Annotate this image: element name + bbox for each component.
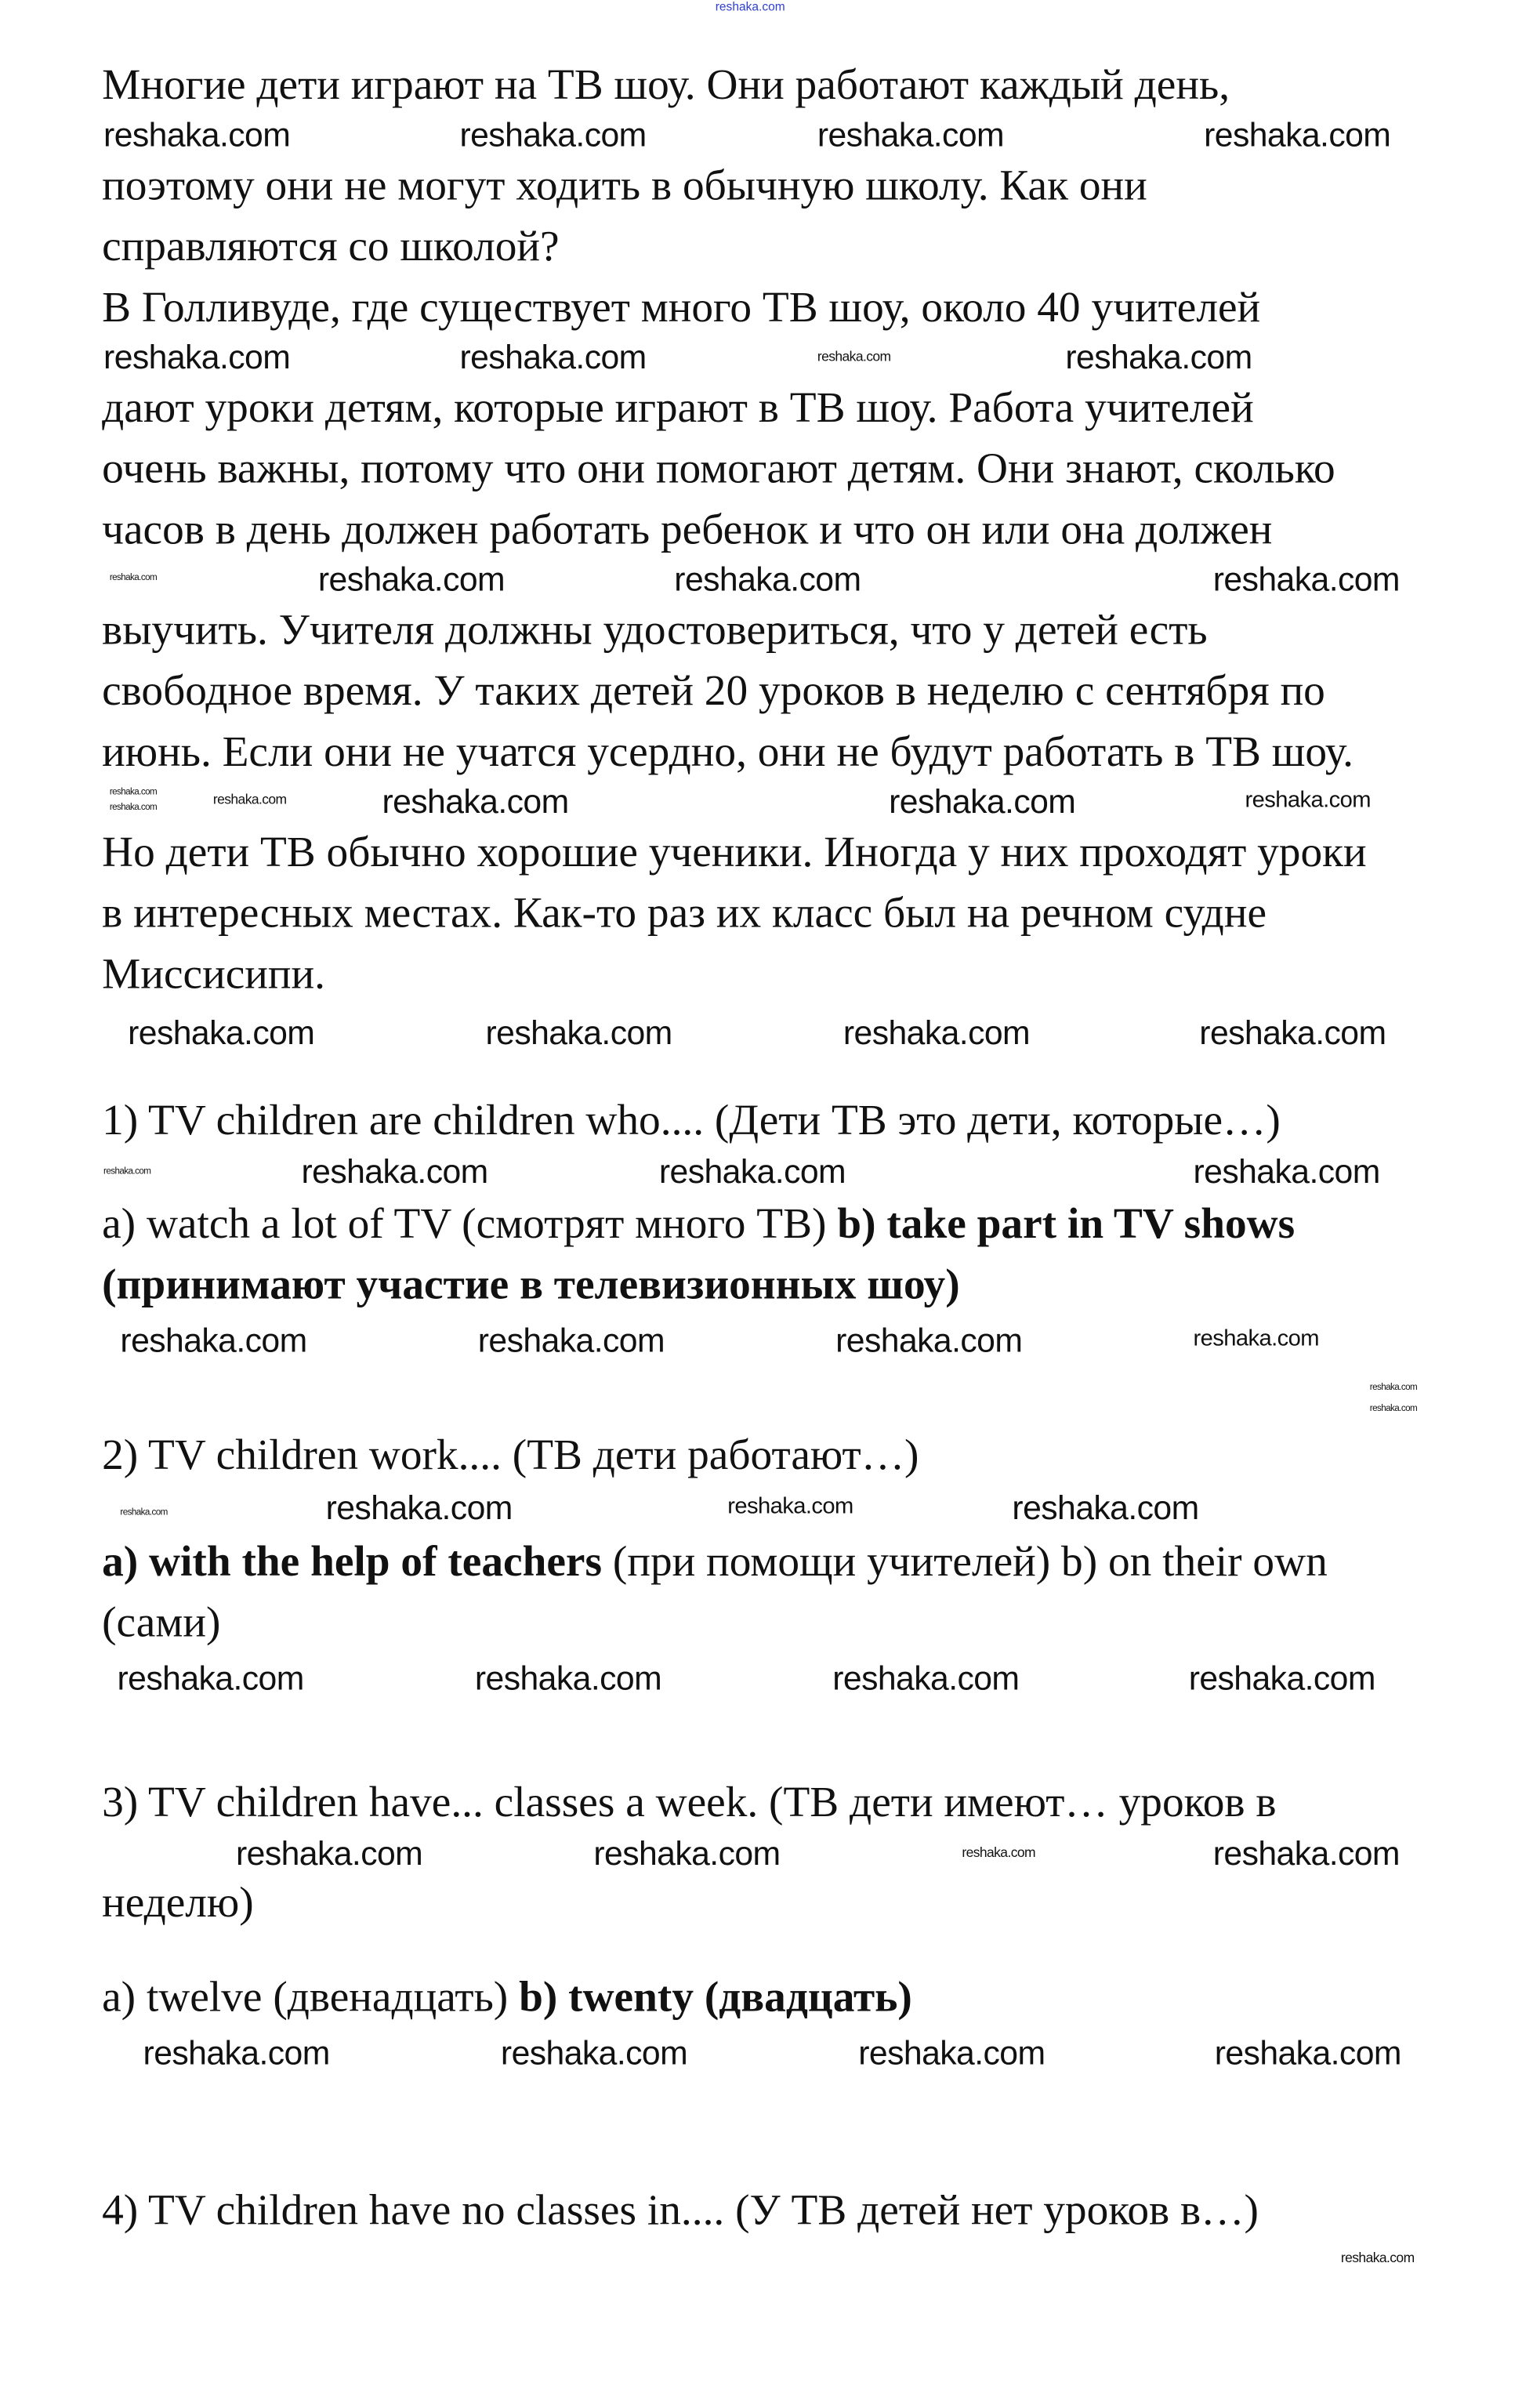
- watermark: reshaka.com: [459, 115, 647, 154]
- passage-line: часов в день должен работать ребенок и что он или она должен: [102, 506, 1273, 554]
- watermark: reshaka.com: [477, 1321, 665, 1360]
- option-a: a) twelve (двенадцать): [102, 1974, 520, 2022]
- watermark: reshaka.com: [1369, 1384, 1418, 1393]
- watermark: reshaka.com: [1212, 560, 1400, 599]
- option-b-correct: b) twenty (двадцать): [519, 1974, 912, 2022]
- passage-line: справляются со школой?: [102, 223, 560, 271]
- header-watermark: reshaka.com: [715, 0, 785, 14]
- option-a: a) watch a lot of TV (смотрят много ТВ): [102, 1201, 838, 1249]
- watermark: reshaka.com: [593, 1834, 781, 1873]
- watermark: reshaka.com: [103, 1167, 151, 1177]
- watermark: reshaka.com: [500, 2033, 688, 2073]
- watermark: reshaka.com: [1212, 1834, 1400, 1873]
- passage-line: Но дети ТВ обычно хорошие ученики. Иногда у них проходят уроки: [102, 829, 1367, 877]
- watermark: reshaka.com: [674, 560, 861, 599]
- question-2: 2) TV children work.... (ТВ дети работают…): [102, 1432, 919, 1480]
- watermark: reshaka.com: [889, 782, 1076, 821]
- option-b-translation: (принимают участие в телевизионных шоу): [102, 1261, 960, 1310]
- answer-options-3: [102, 1973, 912, 2023]
- watermark: reshaka.com: [103, 338, 291, 376]
- passage-line: дают уроки детям, которые играют в ТВ шоу. Работа учителей: [102, 385, 1254, 433]
- watermark: reshaka.com: [109, 803, 158, 814]
- watermark: reshaka.com: [1193, 1152, 1380, 1191]
- watermark: reshaka.com: [1245, 787, 1371, 814]
- watermark: reshaka.com: [317, 560, 506, 599]
- watermark: reshaka.com: [474, 1659, 662, 1698]
- option-rest: (при помощи учителей) b) on their own: [602, 1539, 1328, 1587]
- watermark: reshaka.com: [128, 1014, 315, 1052]
- passage-line: очень важны, потому что они помогают детям. Они знают, сколько: [102, 446, 1335, 494]
- watermark: reshaka.com: [1199, 1014, 1386, 1052]
- watermark: reshaka.com: [236, 1834, 423, 1873]
- passage-line: В Голливуде, где существует много ТВ шоу, около 40 учителей: [102, 285, 1261, 332]
- watermark: reshaka.com: [485, 1014, 672, 1052]
- watermark: reshaka.com: [109, 788, 158, 798]
- option-b-translation: (сами): [102, 1600, 221, 1648]
- watermark: reshaka.com: [858, 2033, 1045, 2073]
- watermark: reshaka.com: [103, 115, 291, 154]
- watermark: reshaka.com: [212, 791, 287, 807]
- passage-line: свободное время. У таких детей 20 уроков в неделю с сентября по: [102, 668, 1325, 716]
- watermark: reshaka.com: [120, 1508, 168, 1518]
- question-3: 3) TV children have... classes a week. (ТВ дети имеют… уроков в: [102, 1779, 1277, 1827]
- passage-line: поэтому они не могут ходить в обычную школу. Как они: [102, 162, 1147, 210]
- watermark: reshaka.com: [817, 348, 891, 364]
- watermark: reshaka.com: [382, 782, 569, 821]
- watermark: reshaka.com: [1193, 1325, 1319, 1352]
- watermark: reshaka.com: [301, 1152, 488, 1191]
- watermark: reshaka.com: [459, 338, 647, 376]
- watermark: reshaka.com: [120, 1321, 307, 1360]
- watermark: reshaka.com: [1065, 338, 1252, 376]
- watermark: reshaka.com: [1012, 1489, 1199, 1527]
- watermark: reshaka.com: [962, 1844, 1036, 1861]
- passage-line: Многие дети играют на ТВ шоу. Они работают каждый день,: [102, 62, 1230, 110]
- passage-line: Миссисипи.: [102, 951, 325, 999]
- watermark: reshaka.com: [658, 1152, 846, 1191]
- watermark: reshaka.com: [325, 1489, 513, 1527]
- watermark: reshaka.com: [1204, 115, 1391, 154]
- watermark: reshaka.com: [817, 115, 1005, 154]
- passage-line: в интересных местах. Как-то раз их класс был на речном судне: [102, 890, 1267, 938]
- watermark: reshaka.com: [143, 2033, 330, 2073]
- passage-line: июнь. Если они не учатся усердно, они не будут работать в ТВ шоу.: [102, 729, 1353, 777]
- option-b-correct: b) take part in TV shows: [837, 1201, 1296, 1249]
- watermark: reshaka.com: [117, 1659, 304, 1698]
- watermark: reshaka.com: [1340, 2250, 1415, 2265]
- watermark: reshaka.com: [835, 1321, 1023, 1360]
- watermark: reshaka.com: [109, 574, 158, 583]
- question-3-cont: неделю): [102, 1880, 254, 1927]
- question-4: 4) TV children have no classes in.... (У ТВ детей нет уроков в…): [102, 2187, 1259, 2235]
- watermark: reshaka.com: [1188, 1659, 1375, 1698]
- watermark: reshaka.com: [727, 1493, 853, 1520]
- watermark: reshaka.com: [1214, 2033, 1401, 2073]
- question-1: 1) TV children are children who.... (Дети ТВ это дети, которые…): [102, 1097, 1281, 1145]
- answer-options-2: [102, 1537, 1328, 1587]
- passage-line: выучить. Учителя должны удостовериться, что у детей есть: [102, 607, 1208, 655]
- option-a-correct: a) with the help of teachers: [102, 1539, 603, 1587]
- watermark: reshaka.com: [1369, 1405, 1418, 1415]
- answer-options-1: [102, 1199, 1295, 1249]
- watermark: reshaka.com: [832, 1659, 1020, 1698]
- watermark: reshaka.com: [843, 1014, 1031, 1052]
